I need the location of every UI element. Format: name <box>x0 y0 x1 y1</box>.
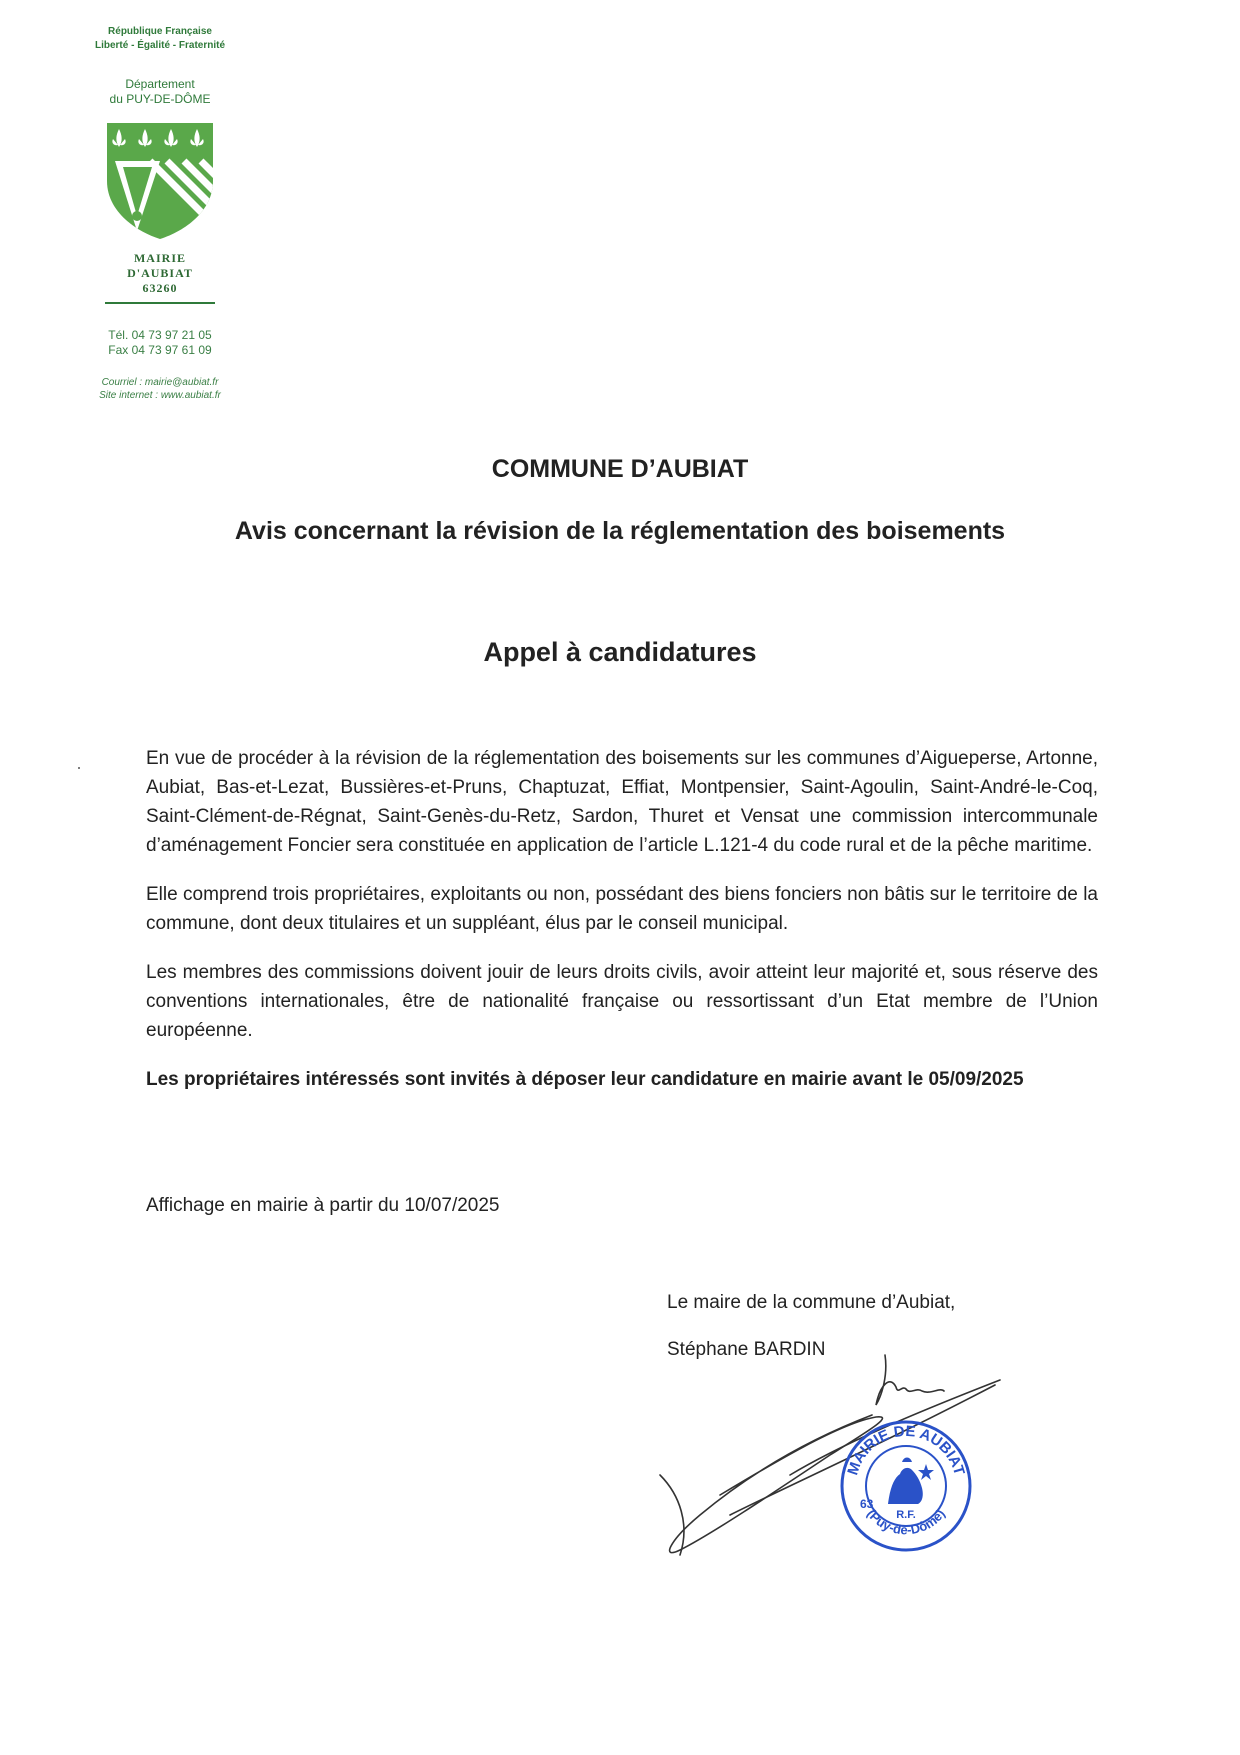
notice-body <box>146 744 1098 1114</box>
telephone: Tél. 04 73 97 21 05 <box>108 328 212 342</box>
coat-of-arms-icon <box>105 121 215 241</box>
departement-label: Département <box>125 77 195 91</box>
contact-phones <box>60 328 260 358</box>
stamp-text-bottom: (Puy-de-Dôme) <box>864 1506 948 1538</box>
stamp-emblem <box>888 1458 934 1505</box>
contact-web <box>60 376 260 402</box>
official-stamp-icon <box>838 1418 974 1554</box>
stamp-text-center: R.F. <box>896 1509 916 1521</box>
stamp-text-top: MAIRIE DE AUBIAT <box>844 1422 968 1478</box>
posting-date: Affichage en mairie à partir du 10/07/2025 <box>146 1195 500 1216</box>
call-heading: Appel à candidatures <box>483 637 757 667</box>
letterhead <box>60 26 260 402</box>
divider <box>105 302 215 304</box>
republique-francaise: République Française <box>108 26 212 37</box>
signatory-name: Stéphane BARDIN <box>667 1339 826 1360</box>
paragraph-communes: En vue de procéder à la révision de la réglementation des boisements sur les communes d’Aigueperse, Artonne, Aubiat, Bas-et-Lezat, Bussières-et-Pruns, Chaptuzat, Effiat, Montpensier, Saint-Agoulin, Saint-André-le-Coq, Saint-Clément-de-Régnat, Saint-Genès-du-Retz, Sardon, Thuret et Vensat une commission intercommunale d’aménagement Foncier sera constituée en application de l’article L.121-4 du code rural et de la pêche maritime. <box>146 748 1098 856</box>
email: Courriel : mairie@aubiat.fr <box>101 377 219 388</box>
stamp-text-left: 63 <box>860 1497 874 1511</box>
website: Site internet : www.aubiat.fr <box>99 390 221 401</box>
scan-speck <box>78 767 80 769</box>
mairie-line1: MAIRIE <box>133 251 186 265</box>
signatory-title: Le maire de la commune d’Aubiat, <box>667 1292 956 1313</box>
fax: Fax 04 73 97 61 09 <box>108 343 212 357</box>
departement-name: du PUY-DE-DÔME <box>109 92 211 106</box>
departement <box>60 77 260 107</box>
document-title: COMMUNE D’AUBIAT <box>491 455 749 483</box>
mairie-line2: D'AUBIAT <box>127 266 193 280</box>
devise: Liberté - Égalité - Fraternité <box>94 40 226 51</box>
paragraph-deadline: Les propriétaires intéressés sont invités à déposer leur candidature en mairie avant le 05/09/2025 <box>146 1069 1024 1090</box>
mairie-address <box>60 251 260 296</box>
paragraph-composition: Elle comprend trois propriétaires, exploitants ou non, possédant des biens fonciers non bâtis sur le territoire de la commune, dont deux titulaires et un suppléant, élus par le conseil municipal. <box>146 884 1098 934</box>
mairie-postcode: 63260 <box>142 281 178 295</box>
document-subtitle: Avis concernant la révision de la réglementation des boisements <box>234 517 1006 545</box>
paragraph-conditions: Les membres des commissions doivent jouir de leurs droits civils, avoir atteint leur majorité et, sous réserve des conventions internationales, être de nationalité française ou ressortissant d’un Etat membre de l’Union européenne. <box>146 962 1098 1041</box>
